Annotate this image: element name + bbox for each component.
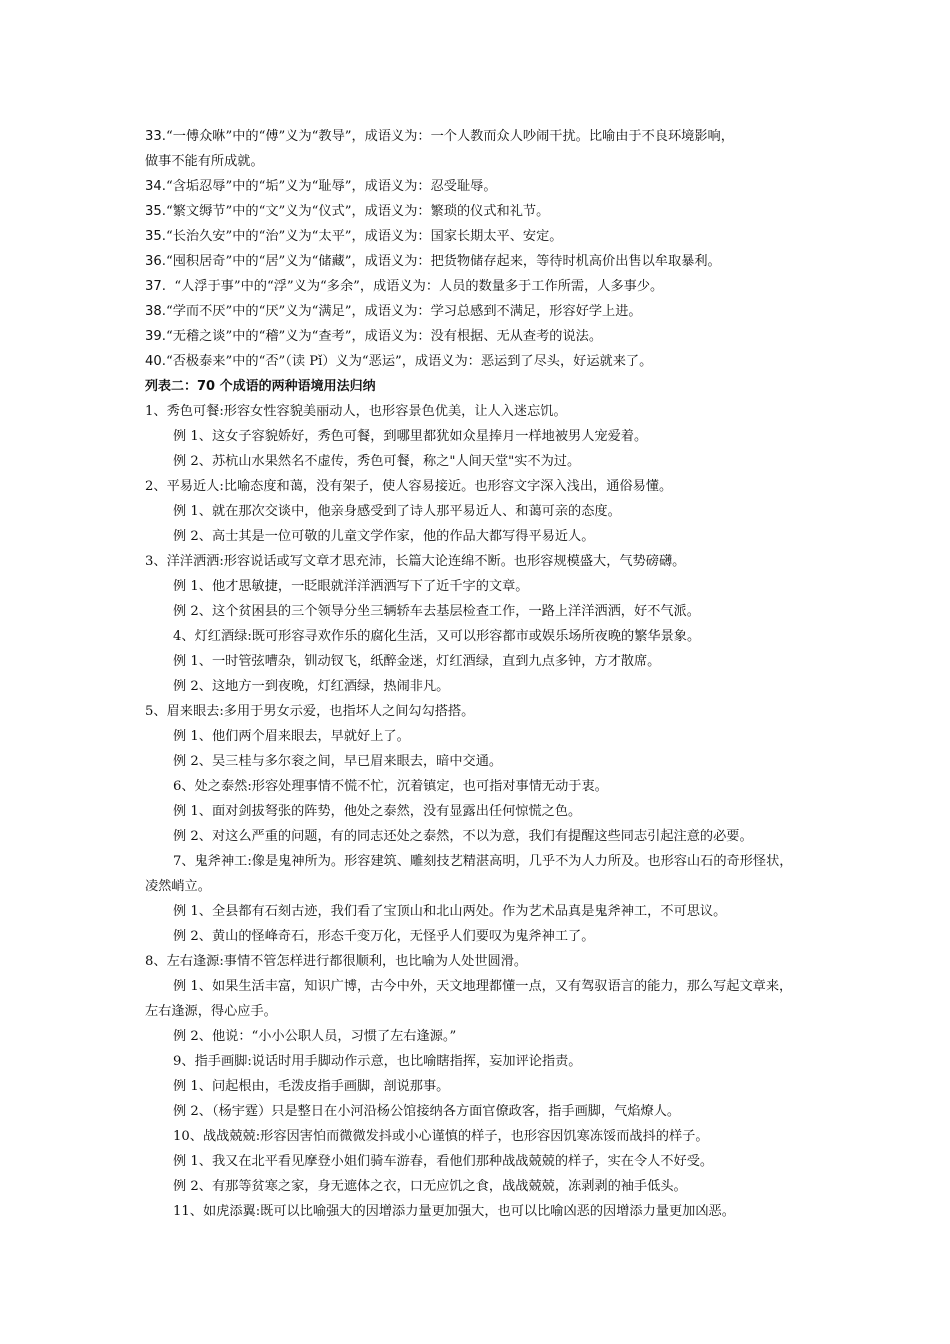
list-item: 做事不能有所成就。 xyxy=(145,154,264,169)
example-line: 例 1、他们两个眉来眼去，早就好上了。 xyxy=(173,729,410,744)
list-item: 34.“含垢忍辱”中的“垢”义为“耻辱”，成语义为：忍受耻辱。 xyxy=(145,179,497,194)
list-item: 37. “人浮于事”中的“浮”义为“多余”，成语义为：人员的数量多于工作所需，人多事少。 xyxy=(145,279,664,294)
list-item: 35.“繁文缛节”中的“文”义为“仪式”，成语义为：繁琐的仪式和礼节。 xyxy=(145,204,550,219)
example-line: 例 2、吴三桂与多尔衮之间，早已眉来眼去，暗中交通。 xyxy=(173,754,503,769)
example-line: 例 2、有那等贫寒之家，身无遮体之衣，口无应饥之食，战战兢兢，冻剥剥的袖手低头。 xyxy=(173,1179,687,1194)
example-line: 例 1、我又在北平看见摩登小姐们骑车游春，看他们那种战战兢兢的样子，实在令人不好受。 xyxy=(173,1154,714,1169)
example-line: 例 1、就在那次交谈中，他亲身感受到了诗人那平易近人、和蔼可亲的态度。 xyxy=(173,504,621,519)
list-item: 36.“囤积居奇”中的“居”义为“储藏”，成语义为：把货物储存起来，等待时机高价出售以牟取暴利。 xyxy=(145,254,721,269)
list-item: 40.“否极泰来”中的“否”（读 Pǐ）义为“恶运”，成语义为：恶运到了尽头，好运就来了。 xyxy=(145,354,653,369)
idiom-entry: 4、灯红酒绿:既可形容寻欢作乐的腐化生活，又可以形容都市或娱乐场所夜晚的繁华景象。 xyxy=(173,629,701,644)
idiom-entry: 5、眉来眼去:多用于男女示爱，也指坏人之间勾勾搭搭。 xyxy=(145,704,475,719)
example-line: 例 2、这地方一到夜晚，灯红酒绿，热闹非凡。 xyxy=(173,679,450,694)
example-line: 例 1、他才思敏捷，一眨眼就洋洋洒洒写下了近千字的文章。 xyxy=(173,579,529,594)
example-line: 例 2、这个贫困县的三个领导分坐三辆轿车去基层检查工作，一路上洋洋洒洒，好不气派。 xyxy=(173,604,700,619)
document-body xyxy=(145,124,815,1224)
idiom-entry: 8、左右逢源:事情不管怎样进行都很顺利，也比喻为人处世圆滑。 xyxy=(145,954,528,969)
idiom-entry: 左右逢源，得心应手。 xyxy=(145,1004,277,1019)
example-line: 例 2、苏杭山水果然名不虚传，秀色可餐，称之"人间天堂"实不为过。 xyxy=(173,454,581,469)
list-one-section xyxy=(145,124,815,374)
example-line: 例 1、全县都有石刻古迹，我们看了宝顶山和北山两处。作为艺术品真是鬼斧神工，不可思议。 xyxy=(173,904,727,919)
idiom-entry: 7、鬼斧神工:像是鬼神所为。形容建筑、雕刻技艺精湛高明，几乎不为人力所及。也形容山石的奇形怪状， xyxy=(173,854,793,869)
example-line: 例 1、如果生活丰富，知识广博，古今中外，天文地理都懂一点，又有驾驭语言的能力，那么写起文章来， xyxy=(173,979,793,994)
example-line: 例 2、他说：“小小公职人员，习惯了左右逢源。” xyxy=(173,1029,457,1044)
idiom-entry: 2、平易近人:比喻态度和蔼，没有架子，使人容易接近。也形容文字深入浅出，通俗易懂。 xyxy=(145,479,673,494)
section-heading: 列表二：70 个成语的两种语境用法归纳 xyxy=(145,379,376,394)
idiom-entry: 凌然峭立。 xyxy=(145,879,211,894)
list-item: 38.“学而不厌”中的“厌”义为“满足”，成语义为：学习总感到不满足，形容好学上进。 xyxy=(145,304,642,319)
example-line: 例 2、黄山的怪峰奇石，形态千变万化，无怪乎人们要叹为鬼斧神工了。 xyxy=(173,929,595,944)
example-line: 例 1、面对剑拔弩张的阵势，他处之泰然，没有显露出任何惊慌之色。 xyxy=(173,804,582,819)
list-two-section xyxy=(145,399,815,1224)
list-item: 33.“一傅众咻”中的“傅”义为“教导”，成语义为：一个人教而众人吵闹干扰。比喻由于不良环境影响， xyxy=(145,129,734,144)
example-line: 例 1、问起根由，毛泼皮指手画脚，剖说那事。 xyxy=(173,1079,450,1094)
idiom-entry: 6、处之泰然:形容处理事情不慌不忙，沉着镇定，也可指对事情无动于衷。 xyxy=(173,779,608,794)
example-line: 例 1、一时管弦嘈杂，钏动钗飞，纸醉金迷，灯红酒绿，直到九点多钟，方才散席。 xyxy=(173,654,661,669)
idiom-entry: 3、洋洋洒洒:形容说话或写文章才思充沛，长篇大论连绵不断。也形容规模盛大，气势磅礴。 xyxy=(145,554,686,569)
idiom-entry: 11、如虎添翼:既可以比喻强大的因增添力量更加强大，也可以比喻凶恶的因增添力量更加凶恶。 xyxy=(173,1204,735,1219)
list-item: 35.“长治久安”中的“治”义为“太平”，成语义为：国家长期太平、安定。 xyxy=(145,229,563,244)
list-item: 39.“无稽之谈”中的“稽”义为“查考”，成语义为：没有根据、无从查考的说法。 xyxy=(145,329,603,344)
example-line: 例 2、（杨宇霆）只是整日在小河沿杨公馆接纳各方面官僚政客，指手画脚，气焰燎人。 xyxy=(173,1104,681,1119)
idiom-entry: 9、指手画脚:说话时用手脚动作示意，也比喻瞎指挥，妄加评论指责。 xyxy=(173,1054,582,1069)
example-line: 例 1、这女子容貌娇好，秀色可餐，到哪里都犹如众星捧月一样地被男人宠爱着。 xyxy=(173,429,648,444)
example-line: 例 2、高士其是一位可敬的儿童文学作家，他的作品大都写得平易近人。 xyxy=(173,529,595,544)
idiom-entry: 10、战战兢兢:形容因害怕而微微发抖或小心谨慎的样子，也形容因饥寒冻馁而战抖的样子。 xyxy=(173,1129,709,1144)
example-line: 例 2、对这么严重的问题，有的同志还处之泰然，不以为意，我们有提醒这些同志引起注意的必要。 xyxy=(173,829,753,844)
idiom-entry: 1、秀色可餐:形容女性容貌美丽动人，也形容景色优美，让人入迷忘饥。 xyxy=(145,404,567,419)
